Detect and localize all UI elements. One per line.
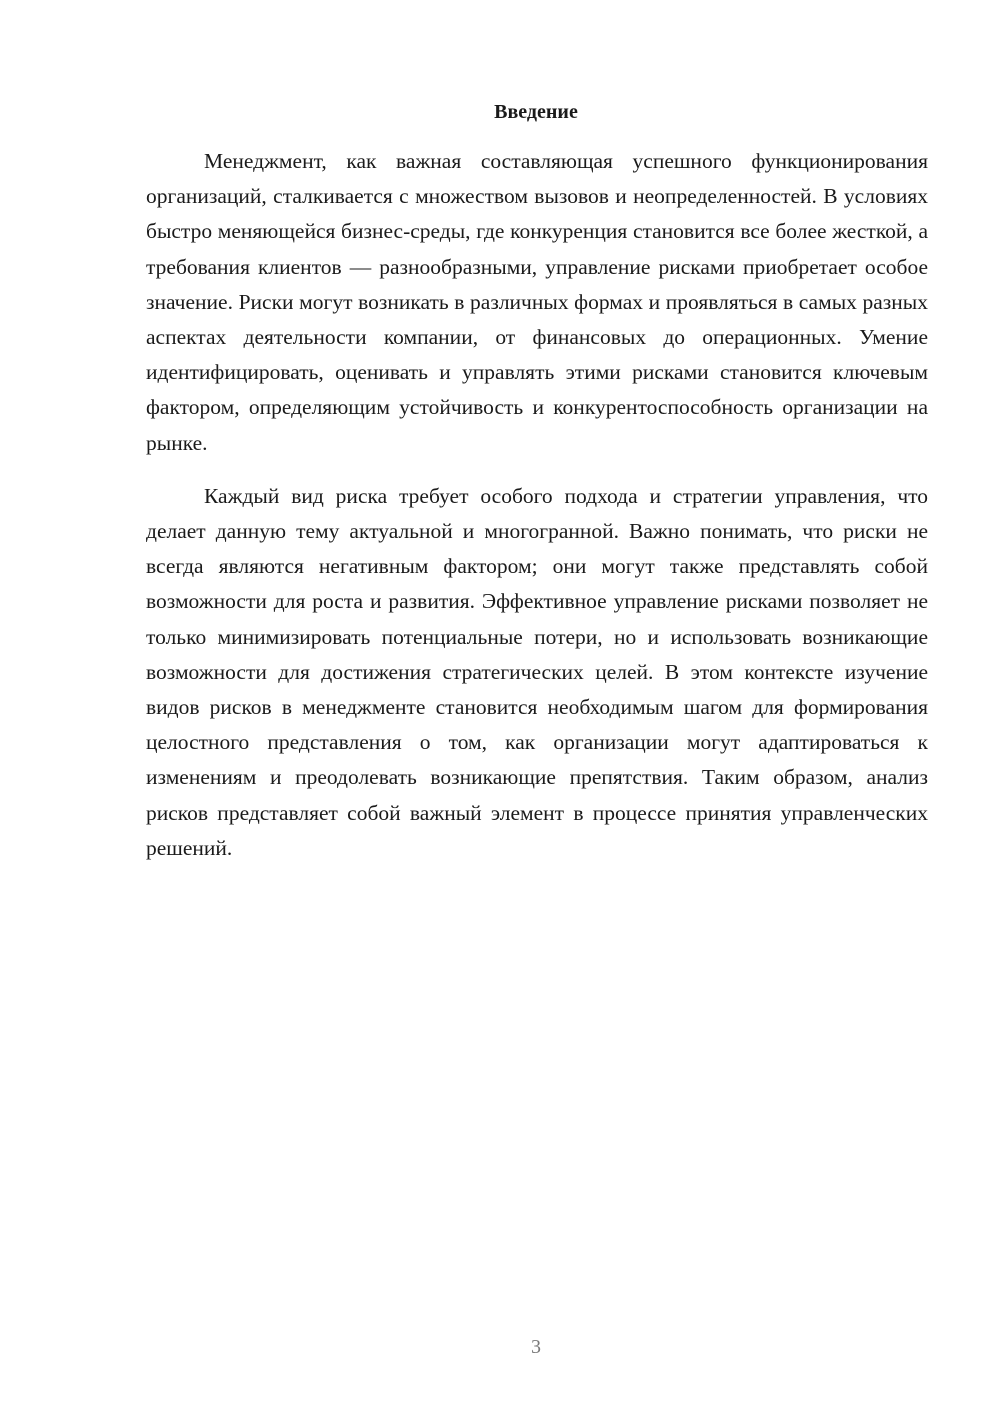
section-title: Введение [494, 101, 578, 123]
paragraph-intro: Менеджмент, как важная составляющая успешного функционирования организаций, сталкивается с множеством вызовов и неопределенностей. В условиях быстро меняющейся бизнес-среды, где конкуренция становится все более жесткой, а требования клиентов — разнообразными, управление рисками приобретает особое значение. Риски могут возникать в различных формах и проявляться в самых разных аспектах деятельности компании, от финансовых до операционных. Умение идентифицировать, оценивать и управлять этими рисками становится ключевым фактором, определяющим устойчивость и конкурентоспособность организации на рынке. [146, 149, 928, 455]
body-text [146, 144, 928, 866]
paragraph-risk-types: Каждый вид риска требует особого подхода и стратегии управления, что делает данную тему актуальной и многогранной. Важно понимать, что риски не всегда являются негативным фактором; они могут также представлять собой возможности для роста и развития. Эффективное управление рисками позволяет не только минимизировать потенциальные потери, но и использовать возникающие возможности для достижения стратегических целей. В этом контексте изучение видов рисков в менеджменте становится необходимым шагом для формирования целостного представления о том, как организации могут адаптироваться к изменениям и преодолевать возникающие препятствия. Таким образом, анализ рисков представляет собой важный элемент в процессе принятия управленческих решений. [146, 483, 928, 860]
page-number: 3 [531, 1336, 541, 1358]
